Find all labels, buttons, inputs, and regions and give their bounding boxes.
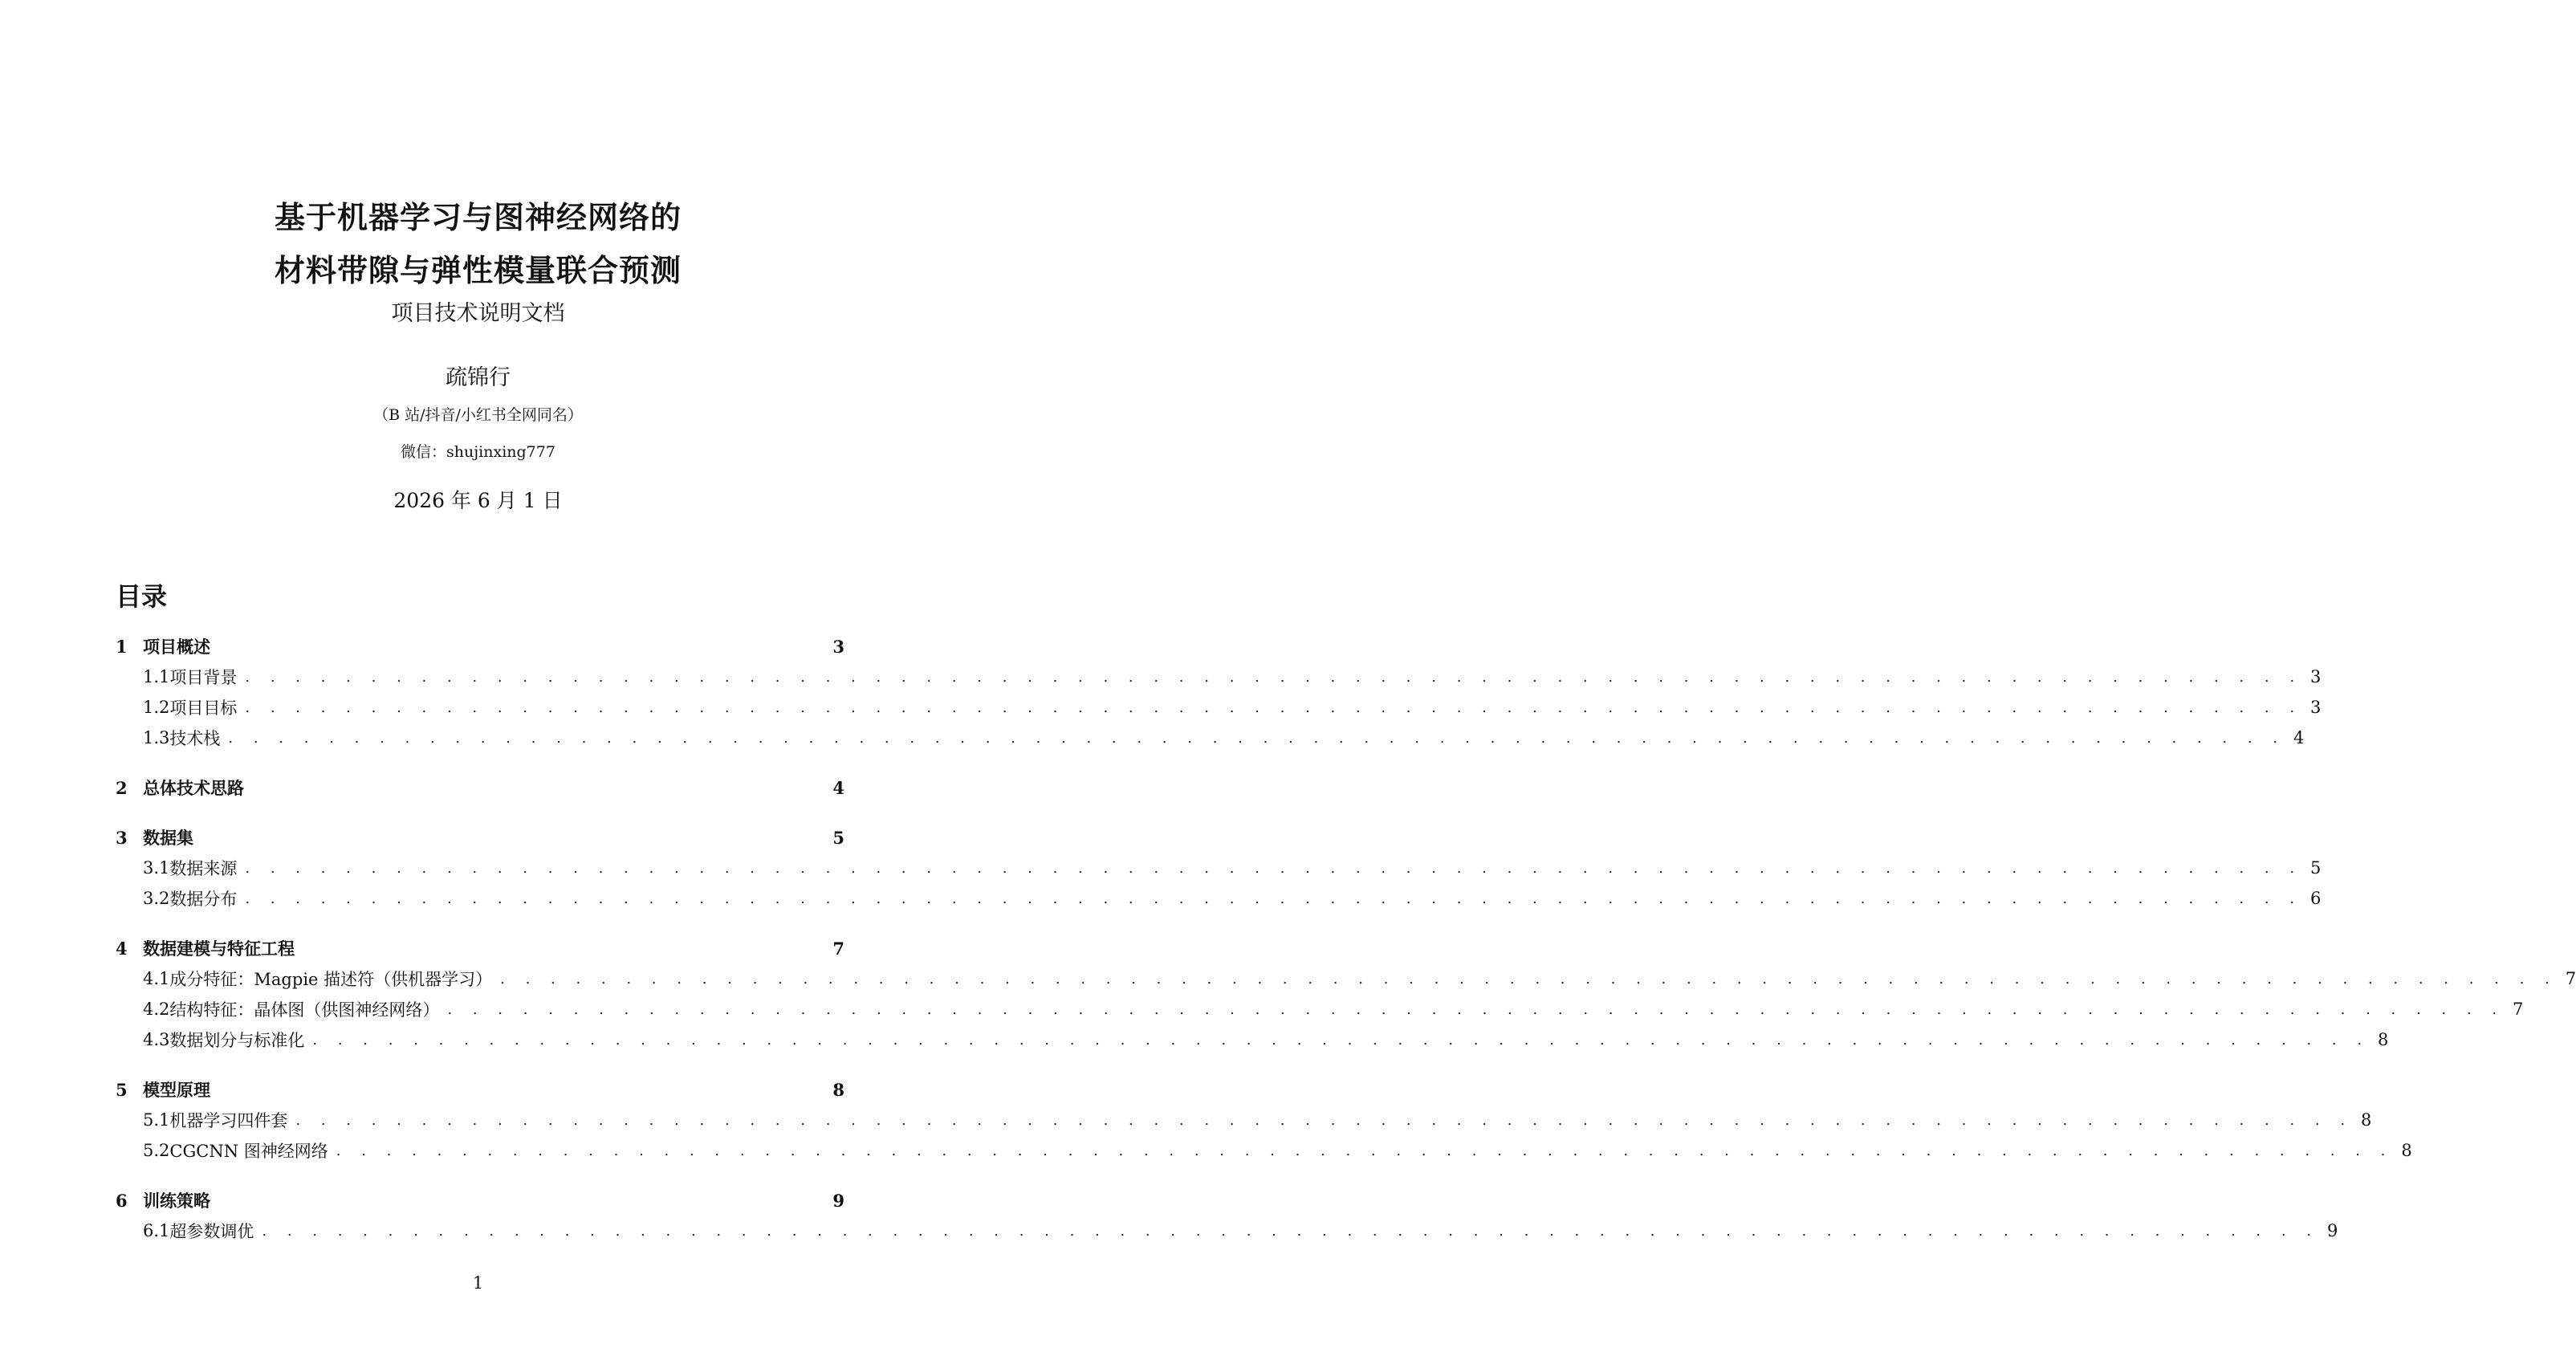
toc-subsection-entry[interactable] [116, 963, 2576, 994]
toc-section-gap [116, 1055, 844, 1074]
document-date: 2026 年 6 月 1 日 [393, 489, 563, 512]
toc-subsection-entry[interactable] [116, 1216, 2338, 1246]
toc-subsection-entry[interactable] [116, 1135, 2412, 1166]
toc-subsection-page: 3 [2310, 667, 2322, 686]
toc-section-title: 总体技术思路 [143, 778, 244, 798]
toc-subsection-title: 成分特征：Magpie 描述符（供机器学习） [169, 970, 493, 989]
toc-section-page: 9 [832, 1190, 844, 1211]
toc-subsection-page: 3 [2310, 698, 2322, 717]
toc-subsection-page: 4 [2293, 728, 2305, 747]
toc-section-title: 数据建模与特征工程 [143, 939, 295, 959]
toc-subsection-entry[interactable] [116, 883, 2322, 914]
toc-dot-leader: . . . . . . . . . . . . . . . . . . . . . . . . . . . . . . . . . . . . . . . . . . . . . . . . . . . . . . . . . . . . . . . . . . . . . . . . . . . . . . . . . . [336, 1142, 2394, 1159]
toc-dot-leader: . . . . . . . . . . . . . . . . . . . . . . . . . . . . . . . . . . . . . . . . . . . . . . . . . . . . . . . . . . . . . . . . . . . . . . . . . . . . . . . . . . [245, 859, 2303, 877]
toc-section-page: 4 [832, 777, 844, 798]
toc-dot-leader: . . . . . . . . . . . . . . . . . . . . . . . . . . . . . . . . . . . . . . . . . . . . . . . . . . . . . . . . . . . . . . . . . . . . . . . . . . . . . . . . . . [228, 729, 2286, 747]
toc-subsection-title: CGCNN 图神经网络 [169, 1142, 328, 1161]
toc-subsection-number: 6.1 [143, 1221, 170, 1240]
toc-subsection-title: 项目目标 [169, 698, 238, 718]
toc-section-gap [116, 803, 844, 822]
toc-subsection-page: 8 [2401, 1141, 2412, 1160]
toc-subsection-title: 数据分布 [169, 890, 238, 909]
toc-subsection-entry[interactable] [116, 1105, 2372, 1135]
toc-section-gap [116, 1166, 844, 1185]
toc-subsection-title: 项目背景 [169, 668, 238, 687]
toc-subsection-page: 5 [2310, 858, 2322, 878]
toc-section-entry[interactable] [116, 772, 844, 803]
toc-dot-leader: . . . . . . . . . . . . . . . . . . . . . . . . . . . . . . . . . . . . . . . . . . . . . . . . . . . . . . . . . . . . . . . . . . . . . . . . . . . . . . . . . . [245, 698, 2303, 716]
toc-dot-leader: . . . . . . . . . . . . . . . . . . . . . . . . . . . . . . . . . . . . . . . . . . . . . . . . . . . . . . . . . . . . . . . . . . . . . . . . . . . . . . . . . . [245, 668, 2303, 686]
toc-dot-leader: . . . . . . . . . . . . . . . . . . . . . . . . . . . . . . . . . . . . . . . . . . . . . . . . . . . . . . . . . . . . . . . . . . . . . . . . . . . . . . . . . . [295, 1111, 2354, 1129]
toc-section-gap [116, 914, 844, 933]
toc-section-title: 项目概述 [143, 637, 210, 657]
toc-section-gap [116, 753, 844, 772]
toc-section-entry[interactable] [116, 933, 844, 963]
toc-subsection-entry[interactable] [116, 662, 2322, 692]
toc-subsection-number: 3.1 [143, 858, 170, 878]
toc-subsection-entry[interactable] [116, 1024, 2389, 1055]
toc-dot-leader: . . . . . . . . . . . . . . . . . . . . . . . . . . . . . . . . . . . . . . . . . . . . . . . . . . . . . . . . . . . . . . . . . . . . . . . . . . . . . . . . . . [262, 1222, 2320, 1240]
toc-subsection-title: 超参数调优 [169, 1222, 254, 1241]
page-number: 1 [472, 1273, 484, 1293]
toc-section-number: 3 [116, 827, 128, 848]
toc-subsection-title: 数据来源 [169, 859, 238, 878]
toc-section-title: 数据集 [143, 828, 193, 848]
toc-section-page: 5 [832, 827, 844, 848]
toc-subsection-entry[interactable] [116, 692, 2322, 723]
toc-subsection-number: 4.3 [143, 1030, 170, 1049]
table-of-contents [116, 631, 2576, 1246]
toc-subsection-title: 结构特征：晶体图（供图神经网络） [169, 1000, 440, 1020]
toc-subsection-page: 7 [2565, 969, 2576, 988]
toc-section-page: 7 [832, 938, 844, 959]
toc-section-page: 8 [832, 1079, 844, 1100]
toc-dot-leader: . . . . . . . . . . . . . . . . . . . . . . . . . . . . . . . . . . . . . . . . . . . . . . . . . . . . . . . . . . . . . . . . . . . . . . . . . . . . . . . . . . [312, 1031, 2370, 1049]
title-line-1: 基于机器学习与图神经网络的 [274, 199, 682, 235]
toc-subsection-entry[interactable] [116, 853, 2322, 883]
toc-section-entry[interactable] [116, 631, 844, 662]
toc-subsection-number: 1.2 [143, 698, 170, 717]
toc-heading: 目录 [116, 581, 168, 612]
toc-subsection-number: 1.1 [143, 667, 170, 686]
author-wechat: 微信：shujinxing777 [401, 443, 555, 461]
toc-subsection-number: 3.2 [143, 889, 170, 908]
toc-subsection-number: 5.2 [143, 1141, 170, 1160]
toc-dot-leader: . . . . . . . . . . . . . . . . . . . . . . . . . . . . . . . . . . . . . . . . . . . . . . . . . . . . . . . . . . . . . . . . . . . . . . . . . . . . . . . . . . [447, 1000, 2505, 1018]
toc-subsection-page: 9 [2327, 1221, 2338, 1240]
toc-section-number: 6 [116, 1190, 128, 1211]
document-subtitle: 项目技术说明文档 [391, 301, 565, 326]
toc-section-entry[interactable] [116, 822, 844, 853]
toc-section-title: 训练策略 [143, 1191, 210, 1211]
toc-subsection-title: 技术栈 [169, 729, 221, 748]
toc-section-page: 3 [832, 636, 844, 657]
toc-subsection-title: 数据划分与标准化 [169, 1031, 305, 1050]
title-line-2: 材料带隙与弹性模量联合预测 [274, 252, 682, 288]
toc-section-entry[interactable] [116, 1185, 844, 1216]
toc-dot-leader: . . . . . . . . . . . . . . . . . . . . . . . . . . . . . . . . . . . . . . . . . . . . . . . . . . . . . . . . . . . . . . . . . . . . . . . . . . . . . . . . . . [245, 890, 2303, 907]
toc-subsection-number: 5.1 [143, 1110, 170, 1130]
toc-section-entry[interactable] [116, 1074, 844, 1105]
toc-subsection-page: 8 [2378, 1030, 2389, 1049]
toc-section-title: 模型原理 [143, 1080, 210, 1100]
toc-subsection-number: 1.3 [143, 728, 170, 747]
toc-section-number: 4 [116, 938, 128, 959]
toc-dot-leader: . . . . . . . . . . . . . . . . . . . . . . . . . . . . . . . . . . . . . . . . . . . . . . . . . . . . . . . . . . . . . . . . . . . . . . . . . . . . . . . . . . [500, 970, 2558, 988]
toc-subsection-number: 4.1 [143, 969, 170, 988]
toc-subsection-page: 7 [2513, 1000, 2524, 1019]
author-alias: （B 站/抖音/小红书全网同名） [373, 406, 583, 424]
toc-subsection-entry[interactable] [116, 723, 2305, 753]
toc-section-number: 5 [116, 1079, 128, 1100]
toc-subsection-title: 机器学习四件套 [169, 1111, 288, 1130]
toc-subsection-page: 8 [2361, 1110, 2372, 1130]
author-name: 疏锦行 [446, 365, 511, 390]
toc-section-number: 1 [116, 636, 128, 657]
toc-section-number: 2 [116, 777, 128, 798]
toc-subsection-number: 4.2 [143, 1000, 170, 1019]
toc-subsection-page: 6 [2310, 889, 2322, 908]
toc-subsection-entry[interactable] [116, 994, 2524, 1024]
